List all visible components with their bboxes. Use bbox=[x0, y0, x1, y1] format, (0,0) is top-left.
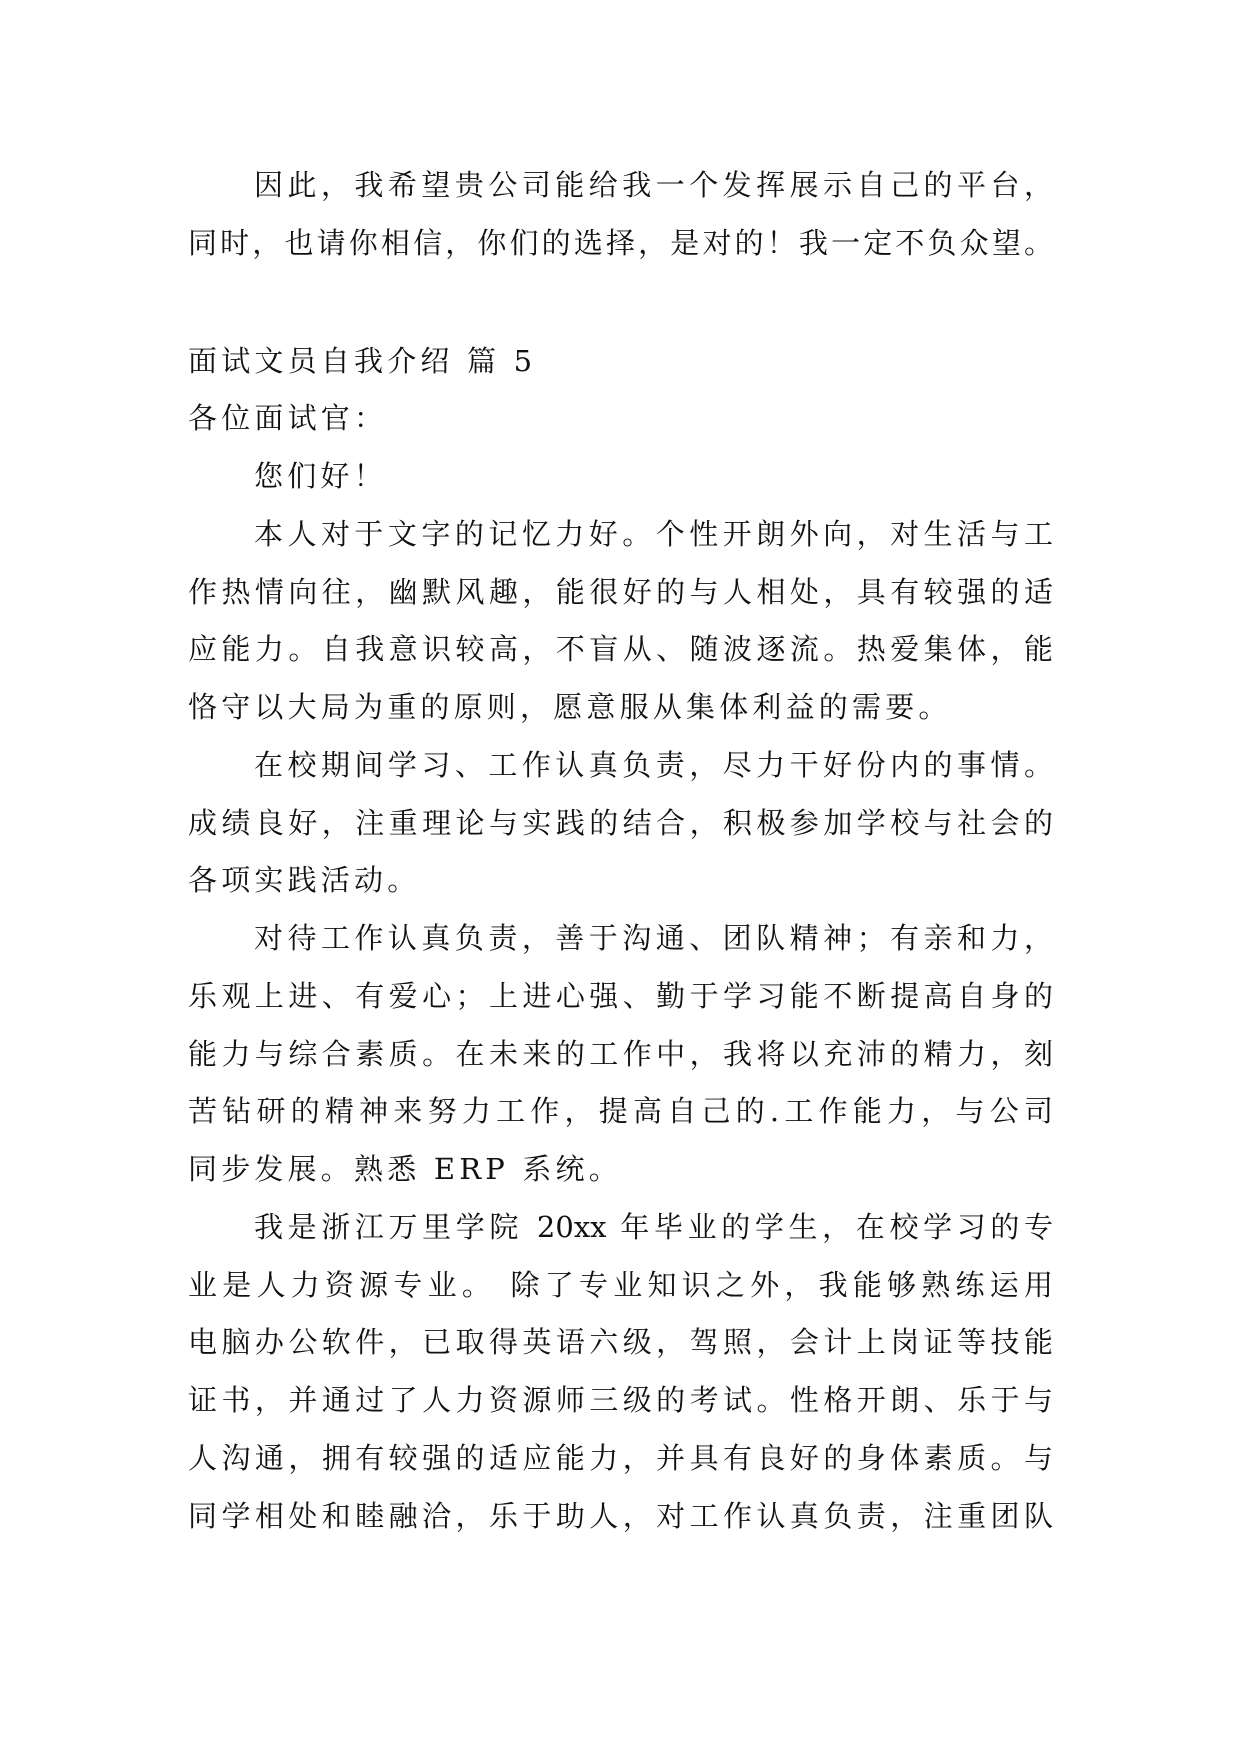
paragraph-line: 应能力。自我意识较高，不盲从、随波逐流。热爱集体，能 bbox=[188, 632, 1053, 667]
blank-line bbox=[188, 273, 1053, 333]
paragraph-line: 同学相处和睦融洽，乐于助人，对工作认真负责，注重团队 bbox=[188, 1498, 1053, 1533]
salutation: 各位面试官： bbox=[188, 401, 388, 436]
paragraph bbox=[188, 1199, 1053, 1546]
paragraph-line: 苦钻研的精神来努力工作，提高自己的.工作能力，与公司 bbox=[188, 1094, 1053, 1129]
paragraph bbox=[188, 506, 1053, 737]
paragraph-line: 电脑办公软件，已取得英语六级，驾照，会计上岗证等技能 bbox=[188, 1325, 1053, 1360]
paragraph-line: 我是浙江万里学院 20xx 年毕业的学生，在校学习的专 bbox=[254, 1209, 1053, 1244]
document-body bbox=[188, 157, 1053, 1545]
paragraph-line: 业是人力资源专业。 除了专业知识之外，我能够熟练运用 bbox=[188, 1267, 1053, 1302]
section-title: 面试文员自我介绍 篇 5 bbox=[188, 343, 537, 378]
paragraph-line: 成绩良好，注重理论与实践的结合，积极参加学校与社会的 bbox=[188, 805, 1053, 840]
continued-paragraph bbox=[188, 157, 1053, 273]
paragraph-line: 本人对于文字的记忆力好。个性开朗外向，对生活与工 bbox=[254, 516, 1053, 551]
paragraph-line: 因此，我希望贵公司能给我一个发挥展示自己的平台， bbox=[254, 168, 1053, 202]
paragraph-line: 作热情向往，幽默风趣，能很好的与人相处，具有较强的适 bbox=[188, 574, 1053, 609]
paragraph-line: 证书，并通过了人力资源师三级的考试。性格开朗、乐于与 bbox=[188, 1383, 1053, 1417]
greeting: 您们好！ bbox=[254, 459, 387, 493]
paragraph-line: 能力与综合素质。在未来的工作中，我将以充沛的精力，刻 bbox=[188, 1036, 1053, 1071]
paragraph-line: 各项实践活动。 bbox=[188, 863, 421, 898]
paragraph-line: 对待工作认真负责，善于沟通、团队精神；有亲和力， bbox=[254, 921, 1053, 955]
paragraph-line: 乐观上进、有爱心；上进心强、勤于学习能不断提高自身的 bbox=[188, 978, 1053, 1013]
paragraph-line: 在校期间学习、工作认真负责，尽力干好份内的事情。 bbox=[254, 747, 1053, 782]
paragraph bbox=[188, 910, 1053, 1199]
paragraph-line: 恪守以大局为重的原则，愿意服从集体利益的需要。 bbox=[188, 690, 952, 724]
paragraph-line: 人沟通，拥有较强的适应能力，并具有良好的身体素质。与 bbox=[188, 1440, 1053, 1475]
paragraph-line: 同步发展。熟悉 ERP 系统。 bbox=[188, 1152, 622, 1186]
paragraph bbox=[188, 737, 1053, 910]
paragraph-line: 同时，也请你相信，你们的选择，是对的！我一定不负众望。 bbox=[188, 225, 1053, 260]
